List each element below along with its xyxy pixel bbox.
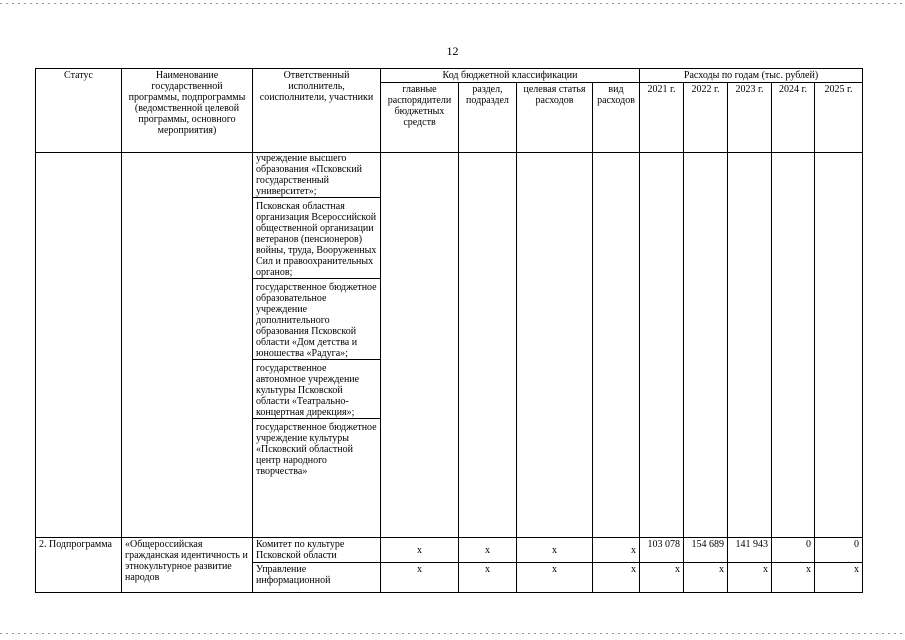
table-row	[36, 538, 863, 563]
empty-cell	[36, 153, 122, 538]
code-cell: х	[381, 538, 459, 563]
header-section: раздел, подраздел	[459, 83, 517, 153]
empty-cell	[517, 153, 593, 538]
empty-cell	[459, 153, 517, 538]
empty-cell	[593, 153, 640, 538]
entity-item: Псковская областная организация Всероссийской общественной организации ветеранов (пенсионеров) войны, труда, Вооруженных Сил и правоохранительных органов;	[253, 197, 380, 278]
empty-cell	[772, 153, 815, 538]
code-cell: х	[593, 563, 640, 593]
value-cell: 141 943	[728, 538, 772, 563]
code-cell: х	[593, 538, 640, 563]
header-year-2022: 2022 г.	[684, 83, 728, 153]
header-year-2021: 2021 г.	[640, 83, 684, 153]
entity-item: государственное бюджетное учреждение культуры «Псковский областной центр народного творчества»	[253, 418, 380, 477]
entity-item: учреждение высшего образования «Псковский государственный университет»;	[256, 153, 362, 197]
value-cell: х	[815, 563, 863, 593]
header-year-2024: 2024 г.	[772, 83, 815, 153]
subprogram-name: «Общероссийская гражданская идентичность и этнокультурное развитие народов	[122, 538, 253, 593]
empty-cell	[684, 153, 728, 538]
responsible-cell: Комитет по культуре Псковской области	[253, 538, 381, 563]
code-cell: х	[381, 563, 459, 593]
header-program-name: Наименование государственной программы, подпрограммы (ведомственной целевой программы, основного мероприятия)	[122, 69, 253, 153]
header-budget-code: Код бюджетной классификации	[381, 69, 640, 83]
scan-edge-top	[0, 3, 905, 4]
code-cell: х	[517, 563, 593, 593]
header-responsible: Ответственный исполнитель, соисполнители, участники	[253, 69, 381, 153]
code-cell: х	[459, 563, 517, 593]
value-cell: 154 689	[684, 538, 728, 563]
entity-item: государственное автономное учреждение культуры Псковской области «Театрально-концертная дирекция»;	[253, 359, 380, 418]
responsible-list-cell	[253, 153, 381, 538]
scan-edge-bottom	[0, 633, 905, 634]
header-year-2025: 2025 г.	[815, 83, 863, 153]
responsible-cell: Управление информационной	[253, 563, 381, 593]
budget-table	[35, 68, 863, 593]
subprogram-status: 2. Подпрограмма	[36, 538, 122, 593]
empty-cell	[728, 153, 772, 538]
empty-cell	[640, 153, 684, 538]
value-cell: х	[728, 563, 772, 593]
value-cell: 0	[815, 538, 863, 563]
header-chief-managers: главные распорядители бюджетных средств	[381, 83, 459, 153]
entity-item: государственное бюджетное образовательное учреждение дополнительного образования Псковской области «Дом детства и юношества «Радуга»;	[253, 278, 380, 359]
header-target-article: целевая статья расходов	[517, 83, 593, 153]
code-cell: х	[517, 538, 593, 563]
empty-cell	[815, 153, 863, 538]
header-status: Статус	[36, 69, 122, 153]
table-row	[36, 153, 863, 538]
header-year-2023: 2023 г.	[728, 83, 772, 153]
value-cell: х	[684, 563, 728, 593]
header-expense-type: вид расходов	[593, 83, 640, 153]
header-expenses: Расходы по годам (тыс. рублей)	[640, 69, 863, 83]
value-cell: 0	[772, 538, 815, 563]
empty-cell	[381, 153, 459, 538]
empty-cell	[122, 153, 253, 538]
value-cell: х	[772, 563, 815, 593]
value-cell: 103 078	[640, 538, 684, 563]
page-number: 12	[446, 44, 459, 58]
code-cell: х	[459, 538, 517, 563]
value-cell: х	[640, 563, 684, 593]
